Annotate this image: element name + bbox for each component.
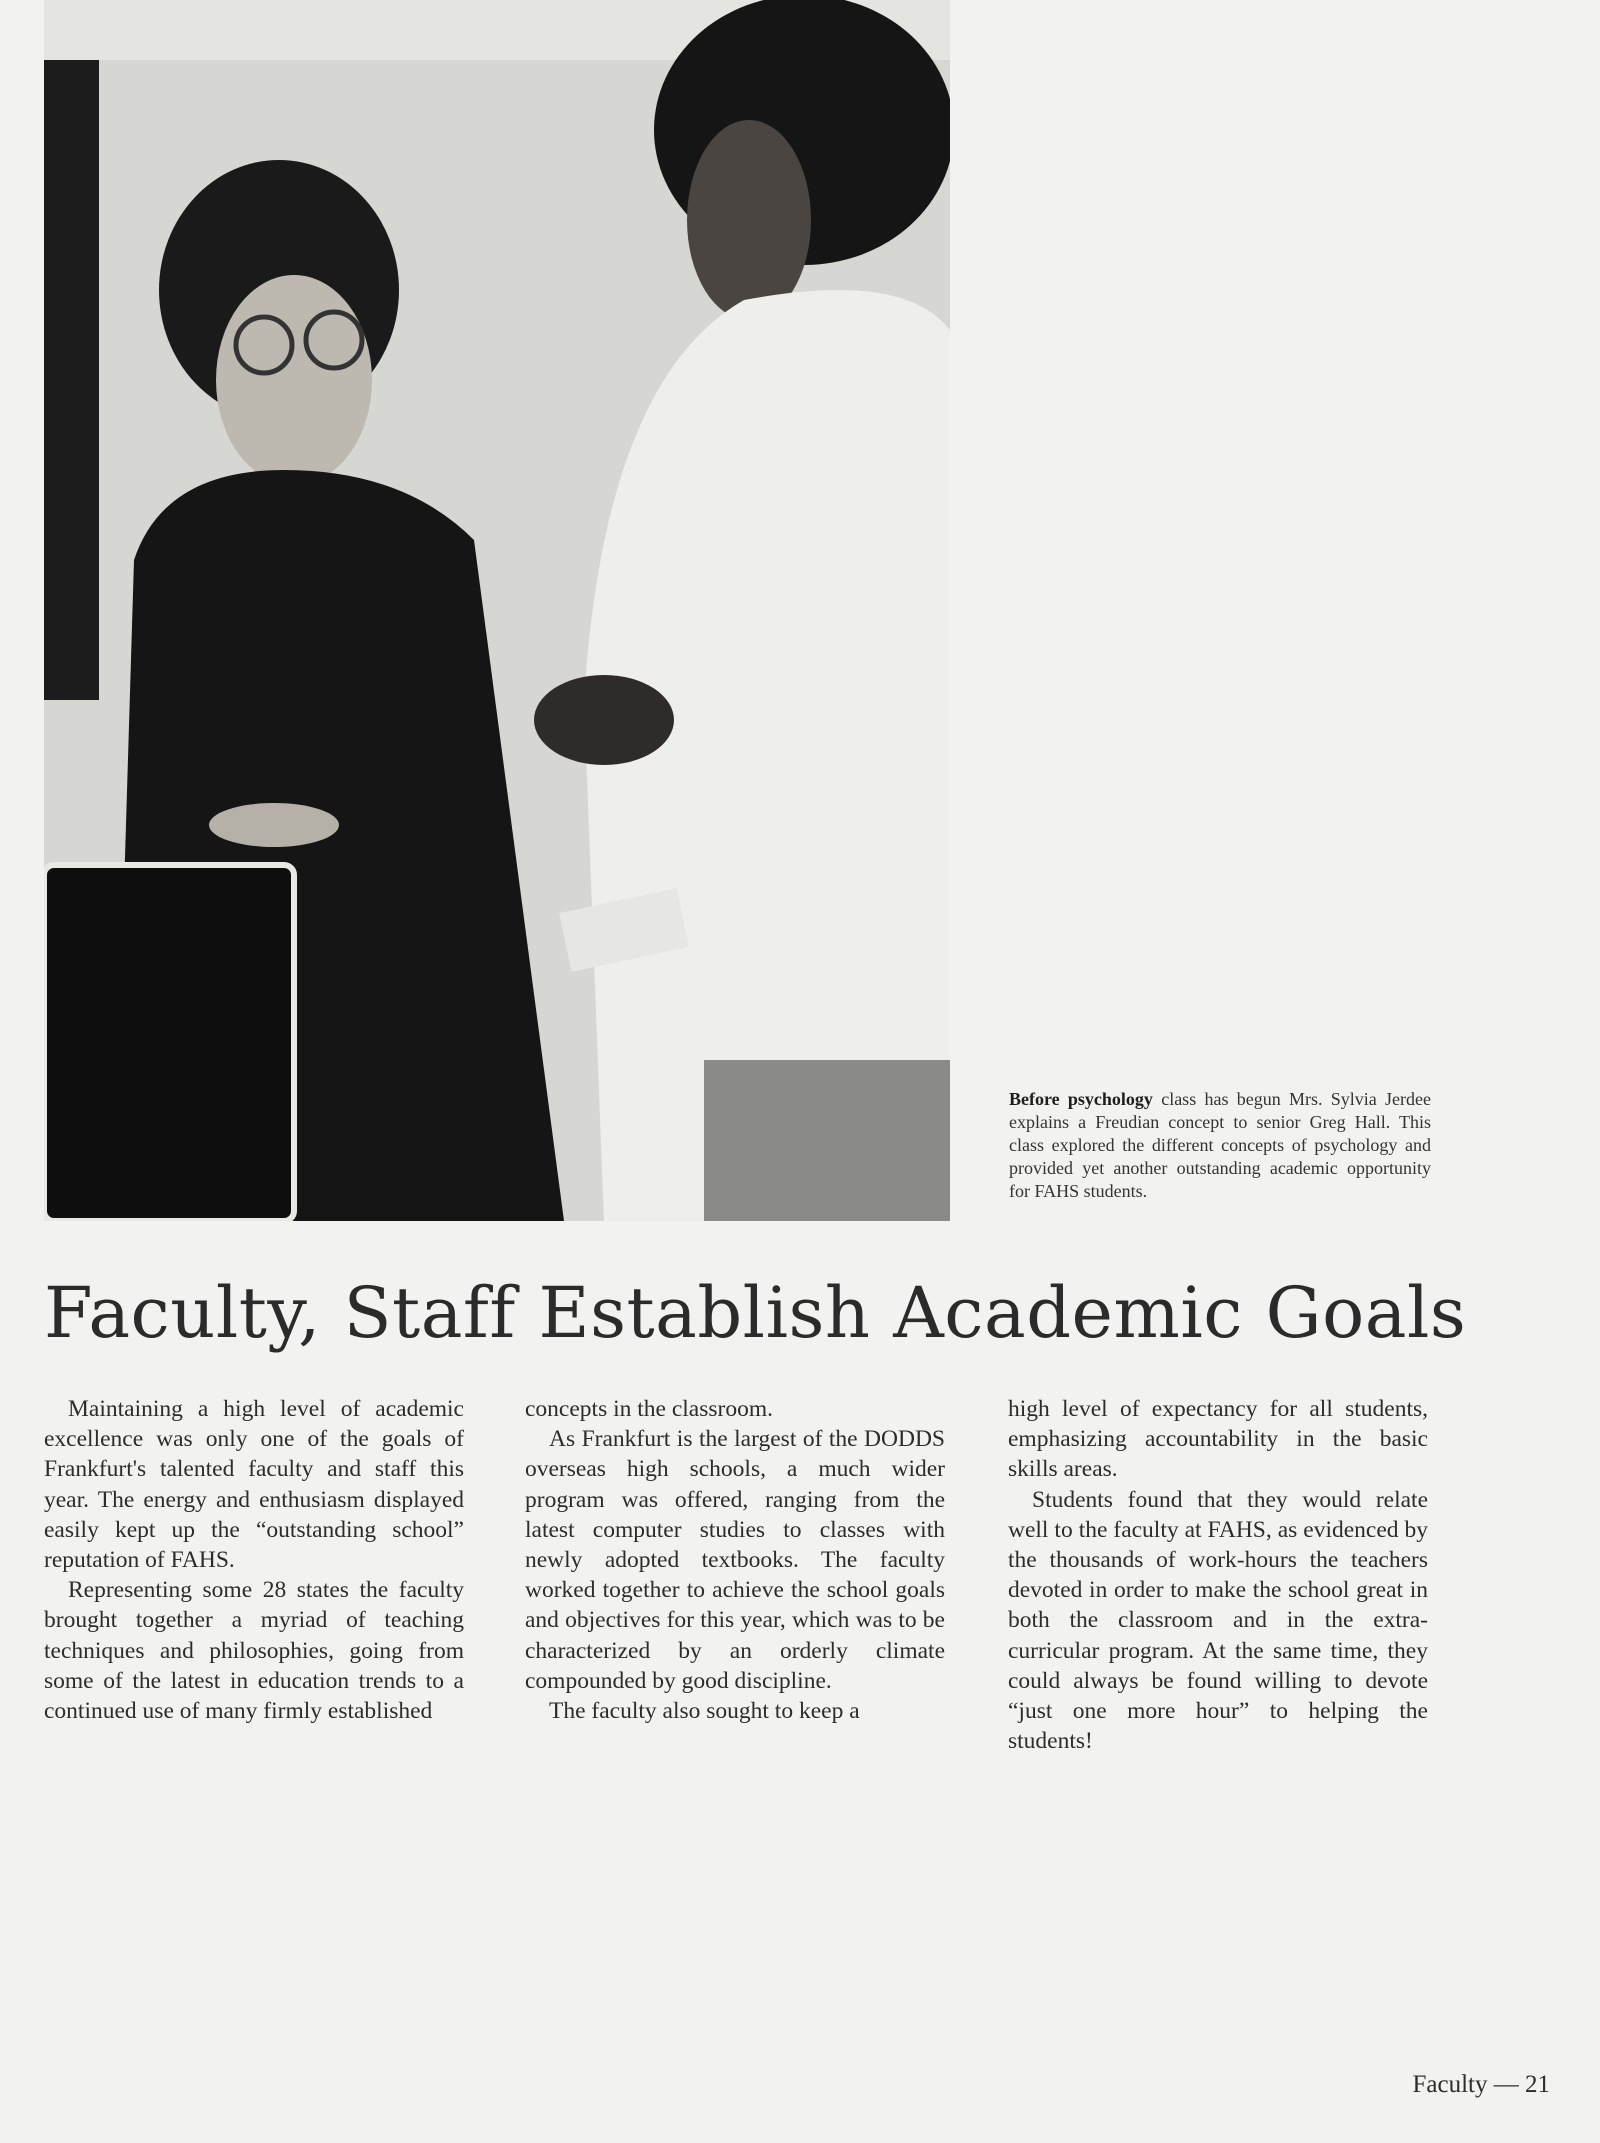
caption-text: class has begun Mrs. Sylvia Jerdee explains a Freudian concept to senior Greg Hall. This class explored the different concepts of psychology and provided yet another outstanding academic opportunity for FAHS students. bbox=[1009, 1089, 1431, 1201]
article-column-3 bbox=[1008, 1394, 1428, 1756]
photo-caption bbox=[1009, 1088, 1431, 1203]
headline: Faculty, Staff Establish Academic Goals bbox=[44, 1272, 1467, 1354]
article-column-1 bbox=[44, 1394, 464, 1726]
paragraph: The faculty also sought to keep a bbox=[549, 1698, 860, 1725]
paragraph: high level of expectancy for all students, emphasizing accountability in the basic skills areas. bbox=[1008, 1396, 1428, 1483]
article-column-2 bbox=[525, 1394, 945, 1726]
paragraph: Representing some 28 states the faculty brought together a myriad of teaching techniques and philosophies, going from some of the latest in education trends to a continued use of many firmly established bbox=[44, 1577, 464, 1725]
caption-lead: Before psychology bbox=[1009, 1089, 1153, 1109]
paragraph: concepts in the classroom. bbox=[525, 1396, 773, 1422]
paragraph: Maintaining a high level of academic excellence was only one of the goals of Frankfurt's talented faculty and staff this year. The energy and enthusiasm displayed easily kept up the “outstanding school” reputation of FAHS. bbox=[44, 1396, 464, 1574]
paragraph: Students found that they would relate well to the faculty at FAHS, as evidenced by the thousands of work-hours the teachers devoted in order to make the school great in both the classroom and in the extra-curricular program. At the same time, they could always be found willing to devote “just one more hour” to helping the students! bbox=[1008, 1486, 1428, 1755]
photograph bbox=[44, 0, 950, 1221]
page-folio: Faculty — 21 bbox=[1412, 2071, 1550, 2098]
paragraph: As Frankfurt is the largest of the DODDS overseas high schools, a much wider program was offered, ranging from the latest computer studies to classes with newly adopted textbooks. The faculty worked together to achieve the school goals and objectives for this year, which was to be characterized by an orderly climate compounded by good discipline. bbox=[525, 1426, 945, 1694]
photo-teacher-student-icon bbox=[44, 0, 950, 1221]
